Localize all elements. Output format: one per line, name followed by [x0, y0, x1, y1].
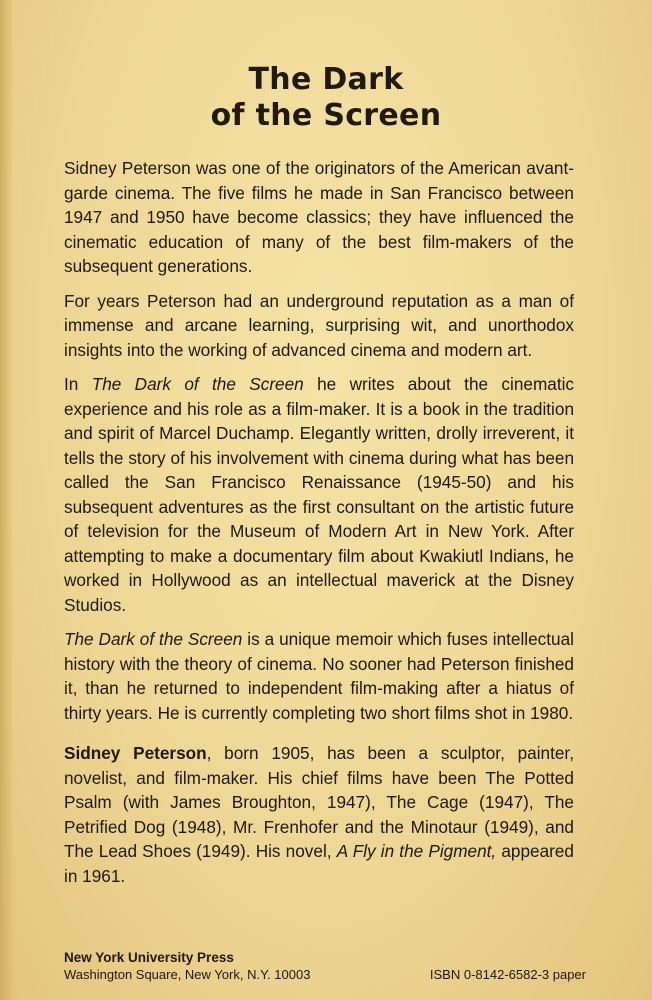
publisher-footer [64, 950, 586, 982]
author-bio [64, 741, 574, 888]
author-name: Sidney Peterson [64, 743, 207, 763]
publisher-name: New York University Press [64, 950, 234, 965]
paper-edge-shadow [0, 0, 14, 1000]
paragraph-3-lead: In [64, 374, 92, 394]
publisher-address: Washington Square, New York, N.Y. 10003 [64, 967, 311, 982]
author-bio-text: , born 1905, has been a sculptor, painter, novelist, and film-maker. His chief films have been The Potted Psalm (with James Broughton, 1947), The Cage (1947), The Petrified Dog (1948), Mr. Frenhofer and the Minotaur (1949), and The Lead Shoes (1949). His novel, [64, 743, 574, 861]
paragraph-3-book-title: The Dark of the Screen [91, 374, 304, 394]
paragraph-2: For years Peterson had an underground reputation as a man of immense and arcane learning, surprising wit, and unorthodox insights into the working of advanced cinema and modern art. [64, 290, 574, 360]
author-novel-title: A Fly in the Pigment, [336, 841, 497, 861]
paragraph-1: Sidney Peterson was one of the originators of the American avant-garde cinema. The five films he made in San Francisco between 1947 and 1950 have become classics; they have influenced the cinematic education of many of the best film-makers of the subsequent generations. [64, 158, 574, 276]
author-bio-end: appeared in 1961. [64, 841, 574, 886]
paragraph-4-text: is a unique memoir which fuses intellectual history with the theory of cinema. No sooner had Peterson finished it, than he returned to independent film-making after a hiatus of thirty years. He is currently completing two short films shot in 1980. [64, 629, 574, 723]
paragraph-3 [64, 372, 574, 617]
paragraph-3-text: he writes about the cinematic experience and his role as a film-maker. It is a book in the tradition and spirit of Marcel Duchamp. Elegantly written, drolly irreverent, it tells the story of his involvement with cinema during what has been called the San Francisco Renaissance (1945-50) and his subsequent adventures as the first consultant on the artistic future of television for the Museum of Modern Art in New York. After attempting to make a documentary film about Kwakiutl Indians, he worked in Hollywood as an intellectual maverick at the Disney Studios. [64, 374, 575, 615]
title-line-2: of the Screen [210, 98, 442, 133]
paragraph-4-book-title: The Dark of the Screen [64, 629, 243, 649]
isbn: ISBN 0-8142-6582-3 paper [429, 967, 586, 982]
paragraph-4 [64, 627, 574, 725]
title-line-1: The Dark [248, 62, 404, 97]
blurb [64, 156, 574, 898]
